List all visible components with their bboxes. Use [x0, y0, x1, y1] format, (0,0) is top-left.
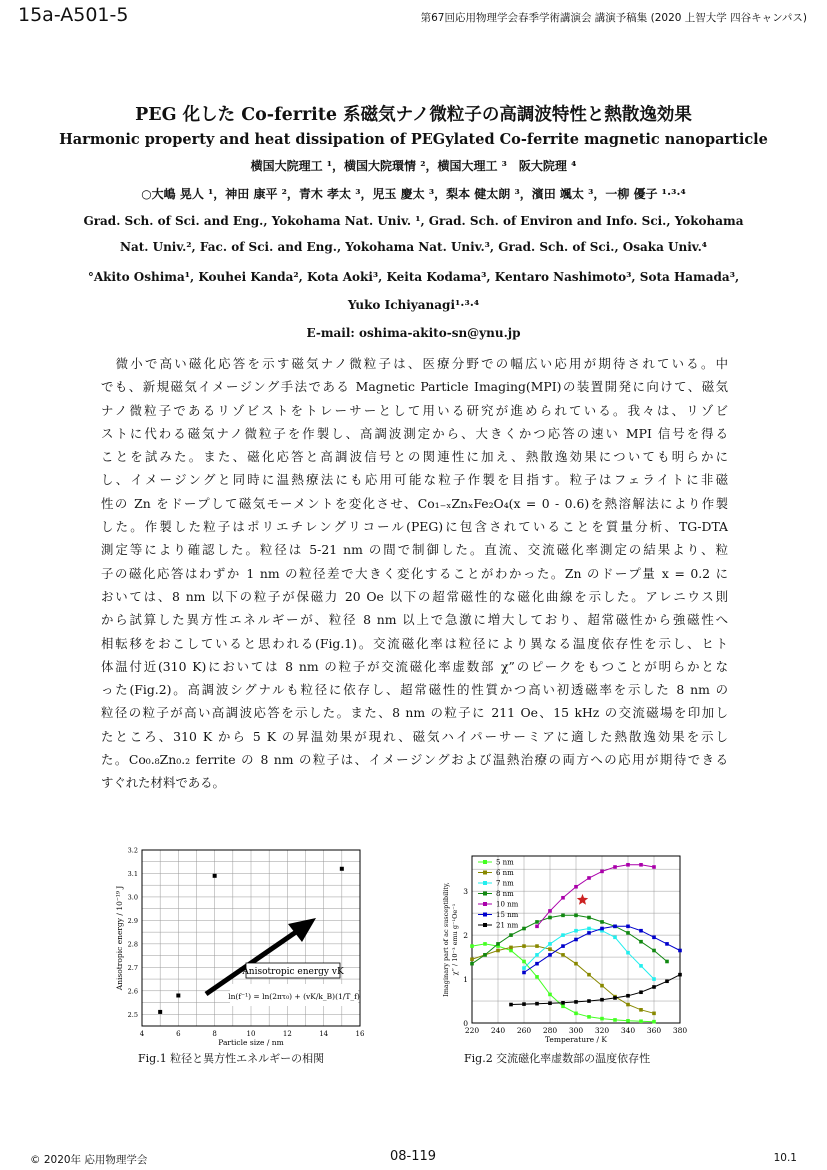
fig2-data-point: [626, 863, 630, 867]
fig2-x-tick-label: 220: [464, 1026, 480, 1035]
body-line: 子の磁化応答はわずか 1 nm の粒径差で大きく変化することがわかった。Zn のドープ量 x = 0.2 に: [101, 565, 728, 581]
fig1-y-tick-label: 2.5: [127, 1010, 138, 1019]
authors-japanese: ○大嶋 晃人 ¹，神田 康平 ²，青木 孝太 ³，児玉 慶太 ³，梨本 健太朗 ³，濱田 颯太 ³，一柳 優子 ¹·³·⁴: [141, 187, 686, 201]
body-line: ナノ微粒子であるリゾビストをトレーサーとして用いる研究が進められている。我々は、リゾビ: [101, 402, 728, 418]
fig2-data-point: [652, 1020, 656, 1024]
body-line: し、イメージングと同時に温熱療法にも応用可能な粒子作製を目指す。粒子はフェライトに非磁: [101, 472, 728, 488]
fig2-data-point: [613, 996, 617, 1000]
fig2-data-point: [561, 953, 565, 957]
fig2-data-point: [561, 944, 565, 948]
fig2-legend-swatch: [483, 923, 487, 927]
fig2-y-tick-label: 2: [463, 931, 468, 941]
fig2-data-point: [626, 1003, 630, 1007]
body-line: 測定等により確認した。粒径は 5-21 nm の間で制御した。直流、交流磁化率測定の結果より、粒: [101, 542, 728, 558]
fig2-data-point: [665, 942, 669, 946]
fig2-data-point: [535, 953, 539, 957]
fig2-data-point: [613, 936, 617, 940]
body-line: ストに代わる磁気ナノ微粒子を作製し、高調波測定から、大きくかつ応答の速い MPI 信号を得る: [101, 425, 728, 441]
fig2-data-point: [574, 929, 578, 933]
fig2-data-point: [535, 975, 539, 979]
fig1-y-axis-label: Anisotropic energy / 10⁻¹⁹ J: [115, 885, 124, 991]
fig2-data-point: [639, 940, 643, 944]
fig2-data-point: [587, 927, 591, 931]
fig1-x-tick-label: 8: [212, 1030, 217, 1038]
fig2-data-point: [561, 933, 565, 937]
fig2-data-point: [496, 942, 500, 946]
fig1-trend-arrow-head: [288, 918, 316, 942]
fig1-x-tick-label: 6: [176, 1030, 181, 1038]
fig2-data-point: [613, 865, 617, 869]
fig2-data-point: [574, 1000, 578, 1004]
authors-english-line-2: Yuko Ichiyanagi¹·³·⁴: [347, 298, 480, 312]
fig2-data-point: [574, 962, 578, 966]
fig2-data-point: [600, 984, 604, 988]
fig2-data-point: [639, 990, 643, 994]
fig2-data-point: [509, 949, 513, 953]
fig2-legend-label: 8 nm: [496, 890, 514, 898]
footer-copyright: © 2020年 応用物理学会: [30, 1154, 148, 1166]
fig2-chart: [436, 848, 696, 1050]
body-line: 体温付近(310 K)においては 8 nm の粒子が交流磁化率虚数部 χ”のピークをもつことが明らかとな: [101, 658, 728, 674]
affiliations-english-line-1: Grad. Sch. of Sci. and Eng., Yokohama Nat. Univ. ¹, Grad. Sch. of Environ and Info. Sci., Yokohama: [83, 214, 744, 228]
fig2-data-point: [626, 994, 630, 998]
body-line: た。Co₀.₈Zn₀.₂ ferrite の 8 nm の粒子は、イメージングおよび温熱治療の両方への応用が期待できる: [101, 752, 728, 768]
fig2-legend-label: 7 nm: [496, 879, 514, 888]
fig1-x-axis-label: Particle size / nm: [218, 1038, 284, 1047]
fig2-data-point: [587, 876, 591, 880]
fig2-data-point: [548, 909, 552, 913]
fig2-data-point: [483, 942, 487, 946]
fig2-data-point: [522, 1002, 526, 1006]
fig2-data-point: [626, 931, 630, 935]
fig2-data-point: [522, 966, 526, 970]
fig1-x-tick-label: 14: [319, 1030, 329, 1038]
affiliations-english-line-2: Nat. Univ.², Fac. of Sci. and Eng., Yokohama Nat. Univ.³, Grad. Sch. of Sci., Osaka Univ.⁴: [119, 240, 708, 254]
fig1-chart: [110, 842, 380, 1050]
fig1-caption: Fig.1 粒径と異方性エネルギーの相関: [138, 1052, 325, 1065]
fig2-data-point: [496, 949, 500, 953]
fig2-legend-label: 6 nm: [496, 869, 514, 877]
fig2-data-point: [509, 933, 513, 937]
fig1-y-tick-label: 2.9: [127, 916, 138, 925]
fig2-data-point: [535, 944, 539, 948]
fig2-x-tick-label: 240: [490, 1026, 506, 1035]
fig2-legend-label: 10 nm: [496, 900, 519, 909]
conference-header: 第67回応用物理学会春季学術講演会 講演予稿集 (2020 上智大学 四谷キャンパス): [420, 12, 807, 24]
fig2-data-point: [535, 925, 539, 929]
fig2-x-axis-label: Temperature / K: [544, 1035, 608, 1044]
fig2-data-point: [626, 925, 630, 929]
fig2-data-point: [613, 925, 617, 929]
body-line: 粒径の粒子が高い高調波応答を示した。また、8 nm の粒子に 211 Oe、15 kHz の交流磁場を印加し: [101, 705, 728, 721]
fig2-x-tick-label: 360: [646, 1026, 662, 1035]
fig2-data-point: [652, 949, 656, 953]
fig2-data-point: [483, 953, 487, 957]
fig2-legend-swatch: [483, 871, 487, 875]
body-line: ことを試みた。また、磁化応答と高調波信号との関連性に加え、熱散逸効果についても明らかに: [101, 449, 728, 465]
fig2-data-point: [574, 914, 578, 918]
fig2-data-point: [652, 865, 656, 869]
fig2-data-point: [626, 951, 630, 955]
fig2-star-marker: [577, 894, 588, 905]
body-line: 相転移をおこしていると思われる(Fig.1)。交流磁化率は粒径により異なる温度依存性を示し、ヒト: [101, 635, 728, 651]
fig2-y-tick-label: 0: [463, 1019, 468, 1028]
fig2-data-point: [470, 944, 474, 948]
contact-email: E-mail: oshima-akito-sn@ynu.jp: [306, 326, 521, 340]
fig2-data-point: [470, 962, 474, 966]
fig2-data-point: [522, 971, 526, 975]
fig2-data-point: [587, 1015, 591, 1019]
fig2-legend-swatch: [483, 913, 487, 917]
title-japanese: PEG 化した Co-ferrite 系磁気ナノ微粒子の高調波特性と熱散逸効果: [135, 105, 692, 125]
body-line: した。作製した粒子はポリエチレングリコール(PEG)に包含されていることを質量分析、TG-DTA: [101, 519, 728, 535]
fig2-data-point: [574, 938, 578, 942]
fig2-data-point: [600, 870, 604, 874]
fig1-x-tick-label: 16: [355, 1030, 365, 1038]
fig2-data-point: [652, 985, 656, 989]
fig2-legend-label: 21 nm: [496, 921, 519, 930]
fig2-data-point: [561, 1001, 565, 1005]
fig2-data-point: [548, 993, 552, 997]
fig1-x-tick-label: 10: [246, 1030, 256, 1038]
footer-version: 10.1: [773, 1152, 797, 1164]
fig2-data-point: [535, 920, 539, 924]
fig2-legend-label: 15 nm: [496, 911, 519, 919]
fig2-data-point: [561, 896, 565, 900]
fig2-data-point: [613, 1018, 617, 1022]
fig2-data-point: [652, 936, 656, 940]
body-line: 性の Zn をドープして磁気モーメントを変化させ、Co₁₋ₓZnₓFe₂O₄(x = 0 - 0.6)を熱溶解法により作製: [101, 495, 728, 511]
fig1-y-tick-label: 3.1: [127, 869, 138, 878]
fig2-data-point: [639, 964, 643, 968]
fig1-y-tick-label: 3.2: [127, 846, 138, 855]
fig2-data-point: [548, 1001, 552, 1005]
fig2-data-point: [548, 947, 552, 951]
fig2-x-tick-label: 300: [568, 1026, 584, 1035]
fig2-data-point: [522, 927, 526, 931]
fig2-data-point: [561, 1005, 565, 1009]
fig1-y-tick-label: 2.7: [127, 963, 138, 972]
fig2-data-point: [470, 957, 474, 961]
fig2-y-tick-label: 3: [463, 887, 468, 897]
fig1-data-point: [158, 1010, 162, 1014]
body-line: 微小で高い磁化応答を示す磁気ナノ微粒子は、医療分野での幅広い応用が期待されている。中: [101, 356, 728, 371]
fig2-data-point: [600, 998, 604, 1002]
fig2-data-point: [639, 1008, 643, 1012]
fig2-data-point: [522, 944, 526, 948]
footer-page-number: 08-119: [390, 1149, 437, 1164]
fig1-x-tick-label: 12: [282, 1030, 292, 1038]
fig2-x-tick-label: 260: [516, 1026, 532, 1035]
fig2-data-point: [548, 942, 552, 946]
fig2-data-point: [574, 1012, 578, 1016]
body-line: たところ、310 K から 5 K の昇温効果が現れ、磁気ハイパーサーミアに適した熱散逸効果を示し: [101, 728, 728, 744]
fig2-data-point: [639, 863, 643, 867]
fig2-data-point: [678, 973, 682, 977]
fig2-data-point: [509, 946, 513, 950]
fig2-legend-swatch: [483, 892, 487, 896]
fig2-data-point: [665, 979, 669, 983]
fig2-data-point: [587, 999, 591, 1003]
fig2-data-point: [600, 920, 604, 924]
fig2-legend-label: 5 nm: [496, 858, 514, 867]
fig1-data-point: [176, 993, 180, 997]
fig2-data-point: [574, 885, 578, 889]
fig2-y-axis-label-line-1: Imaginary part of ac susceptibility,: [442, 882, 450, 997]
fig2-caption: Fig.2 交流磁化率虚数部の温度依存性: [464, 1052, 651, 1065]
fig2-x-tick-label: 280: [542, 1026, 558, 1035]
fig1-y-tick-label: 3.0: [127, 893, 138, 902]
fig2-data-point: [535, 962, 539, 966]
fig2-data-point: [639, 929, 643, 933]
fig2-data-point: [522, 960, 526, 964]
body-line: でも、新規磁気イメージング手法である Magnetic Particle Imaging(MPI)の装置開発に向けて、磁気: [101, 379, 728, 395]
fig1-annotation-label: Anisotropic energy vK: [242, 967, 344, 977]
fig2-data-point: [509, 1003, 513, 1007]
fig1-y-tick-label: 2.6: [127, 987, 138, 996]
fig2-data-point: [548, 916, 552, 920]
fig2-data-point: [600, 1017, 604, 1021]
title-english: Harmonic property and heat dissipation of PEGylated Co-ferrite magnetic nanoparticle: [59, 131, 768, 148]
fig2-data-point: [587, 973, 591, 977]
body-line: った(Fig.2)。高調波シグナルも粒径に依存し、超常磁性的性質かつ高い初透磁率を示した 8 nm の: [101, 682, 728, 698]
fig2-y-tick-label: 1: [463, 975, 468, 985]
fig2-data-point: [626, 1019, 630, 1023]
paper-code: 15a-A501-5: [18, 4, 129, 26]
fig2-data-point: [561, 914, 565, 918]
authors-english-line-1: °Akito Oshima¹, Kouhei Kanda², Kota Aoki³, Keita Kodama³, Kentaro Nashimoto³, Sota Hamada³,: [87, 270, 740, 284]
fig2-x-tick-label: 320: [594, 1026, 610, 1035]
fig2-data-point: [587, 931, 591, 935]
abstract-body: [101, 352, 728, 795]
body-line: おいては、8 nm 以下の粒子が保磁力 20 Oe 以下の超常磁性的な磁化曲線を示した。アレニウス則: [101, 588, 728, 604]
fig2-data-point: [665, 960, 669, 964]
fig2-legend-swatch: [483, 860, 487, 864]
fig2-data-point: [587, 916, 591, 920]
fig2-x-tick-label: 380: [672, 1026, 688, 1035]
fig1-equation: ln(f⁻¹) = ln(2πτ₀) + (vK/k_B)(1/T_f): [228, 992, 360, 1001]
affiliations-japanese: 横国大院理工 ¹，横国大院環情 ²，横国大理工 ³ 阪大院理 ⁴: [250, 159, 577, 173]
fig1-data-point: [213, 874, 217, 878]
fig2-x-tick-label: 340: [620, 1026, 636, 1035]
fig2-data-point: [652, 1012, 656, 1016]
fig2-data-point: [678, 949, 682, 953]
body-line: から試算した異方性エネルギーが、粒径 8 nm 以上で急激に増大しており、超常磁性から強磁性へ: [101, 612, 728, 628]
fig1-y-tick-label: 2.8: [127, 940, 138, 949]
fig2-data-point: [639, 1019, 643, 1023]
fig2-y-axis-label-line-2: χ” / 10⁻³ emu g⁻¹Oe⁻¹: [451, 903, 459, 976]
fig2-data-point: [548, 953, 552, 957]
fig2-data-point: [535, 1002, 539, 1006]
fig2-series-line: [524, 929, 654, 980]
fig2-data-point: [600, 927, 604, 931]
fig2-legend-swatch: [483, 902, 487, 906]
fig2-legend-swatch: [483, 881, 487, 885]
fig1-data-point: [340, 867, 344, 871]
body-line: すぐれた材料である。: [101, 775, 225, 791]
fig2-data-point: [652, 977, 656, 981]
fig1-x-tick-label: 4: [139, 1030, 145, 1038]
